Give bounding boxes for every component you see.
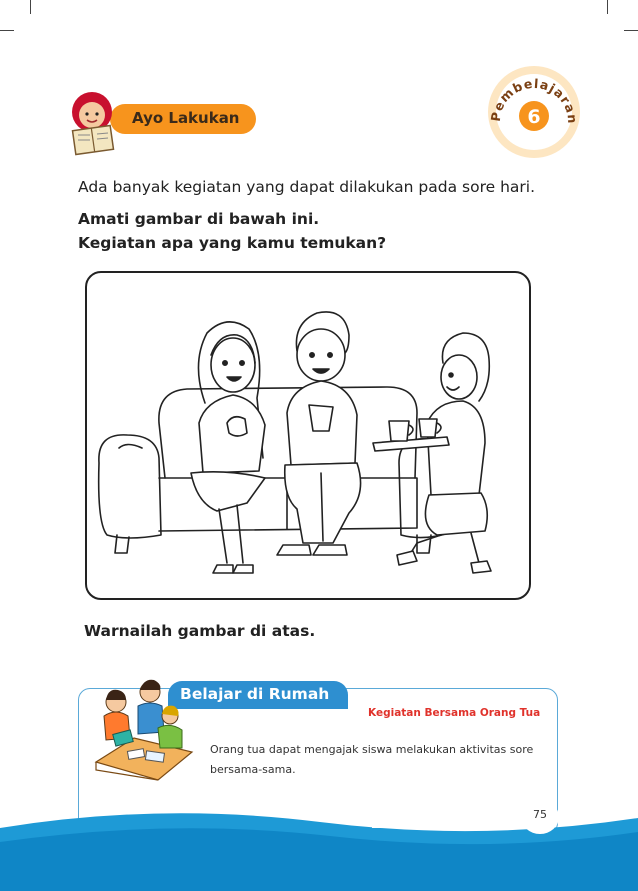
reading-girl-icon bbox=[62, 88, 132, 158]
crop-mark bbox=[30, 0, 31, 14]
badge-word: Pembelajaran bbox=[487, 75, 581, 125]
badge-number: 6 bbox=[527, 106, 541, 128]
home-learning-text: Orang tua dapat mengajak siswa melakukan aktivitas sore bersama-sama. bbox=[210, 743, 534, 776]
activity-header bbox=[62, 88, 262, 158]
illustration-frame bbox=[85, 271, 531, 600]
home-learning-subtitle: Kegiatan Bersama Orang Tua bbox=[368, 707, 541, 719]
instruction-text: Warnailah gambar di atas. bbox=[84, 622, 316, 640]
page-number: 75 bbox=[533, 808, 547, 821]
crop-mark bbox=[607, 0, 608, 14]
family-study-icon bbox=[94, 672, 194, 782]
home-learning-title: Belajar di Rumah bbox=[180, 685, 330, 703]
family-sofa-illustration bbox=[87, 273, 529, 598]
crop-mark bbox=[624, 30, 638, 31]
footer-underline bbox=[372, 827, 526, 828]
activity-label: Ayo Lakukan bbox=[132, 109, 240, 127]
crop-mark bbox=[0, 30, 14, 31]
question-line-2: Kegiatan apa yang kamu temukan? bbox=[78, 234, 387, 252]
footer-subtema: Subtema 3: Kegiatan Sore Hari bbox=[372, 811, 519, 822]
intro-text: Ada banyak kegiatan yang dapat dilakukan pada sore hari. bbox=[78, 178, 536, 196]
lesson-badge bbox=[486, 64, 582, 160]
question-line-1: Amati gambar di bawah ini. bbox=[78, 210, 320, 228]
